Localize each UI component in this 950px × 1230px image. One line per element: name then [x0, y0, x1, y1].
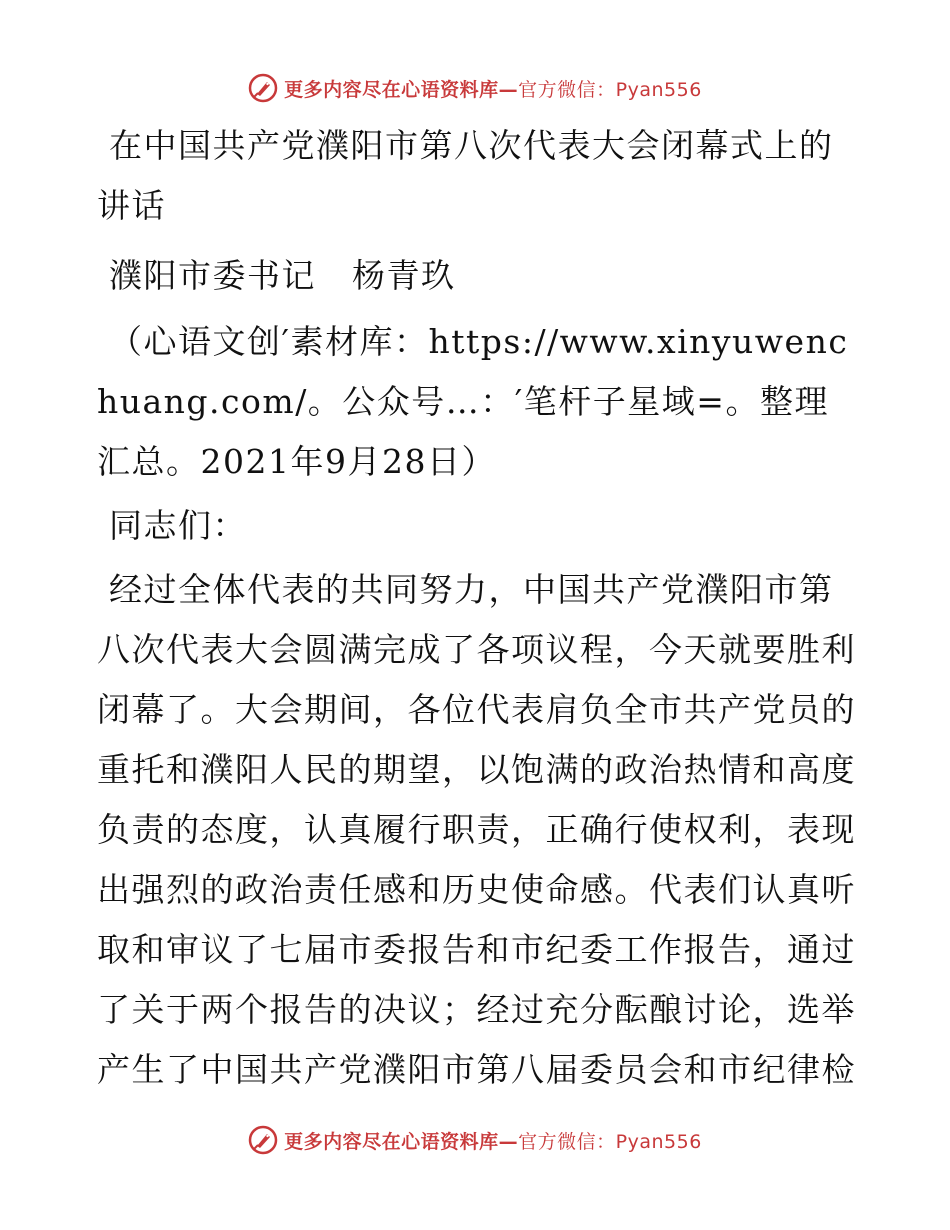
document-title: 在中国共产党濮阳市第八次代表大会闭幕式上的讲话 — [97, 126, 834, 225]
pen-nib-logo-icon — [248, 1125, 278, 1155]
document-author: 濮阳市委书记 杨青玖 — [97, 256, 456, 295]
document-content — [97, 116, 857, 1100]
banner-text: 更多内容尽在心语资料库—官方微信：Pyan556 — [284, 78, 702, 101]
document-body-paragraph: 经过全体代表的共同努力，中国共产党濮阳市第八次代表大会圆满完成了各项议程，今天就要胜利闭幕了。大会期间，各位代表肩负全市共产党员的重托和濮阳人民的期望，以饱满的政治热情和高度负责的态度，认真履行职责，正确行使权利，表现出强烈的政治责任感和历史使命感。代表们认真听取和审议了七届市委报告和市纪委工作报告，通过了关于两个报告的决议；经过充分酝酿讨论，选举产生了中国共产党濮阳市第八届委员会和市纪律检 — [97, 570, 856, 1089]
document-greeting: 同志们： — [97, 506, 247, 545]
footer-banner — [0, 1122, 950, 1158]
document-source-note: （心语文创′素材库：https://www.xinyuwenchuang.com/。公众号…：′笔杆子星域=。整理汇总。2021年9月28日） — [97, 322, 849, 481]
header-banner — [0, 70, 950, 106]
banner-text: 更多内容尽在心语资料库—官方微信：Pyan556 — [284, 1130, 702, 1153]
pen-nib-logo-icon — [248, 73, 278, 103]
